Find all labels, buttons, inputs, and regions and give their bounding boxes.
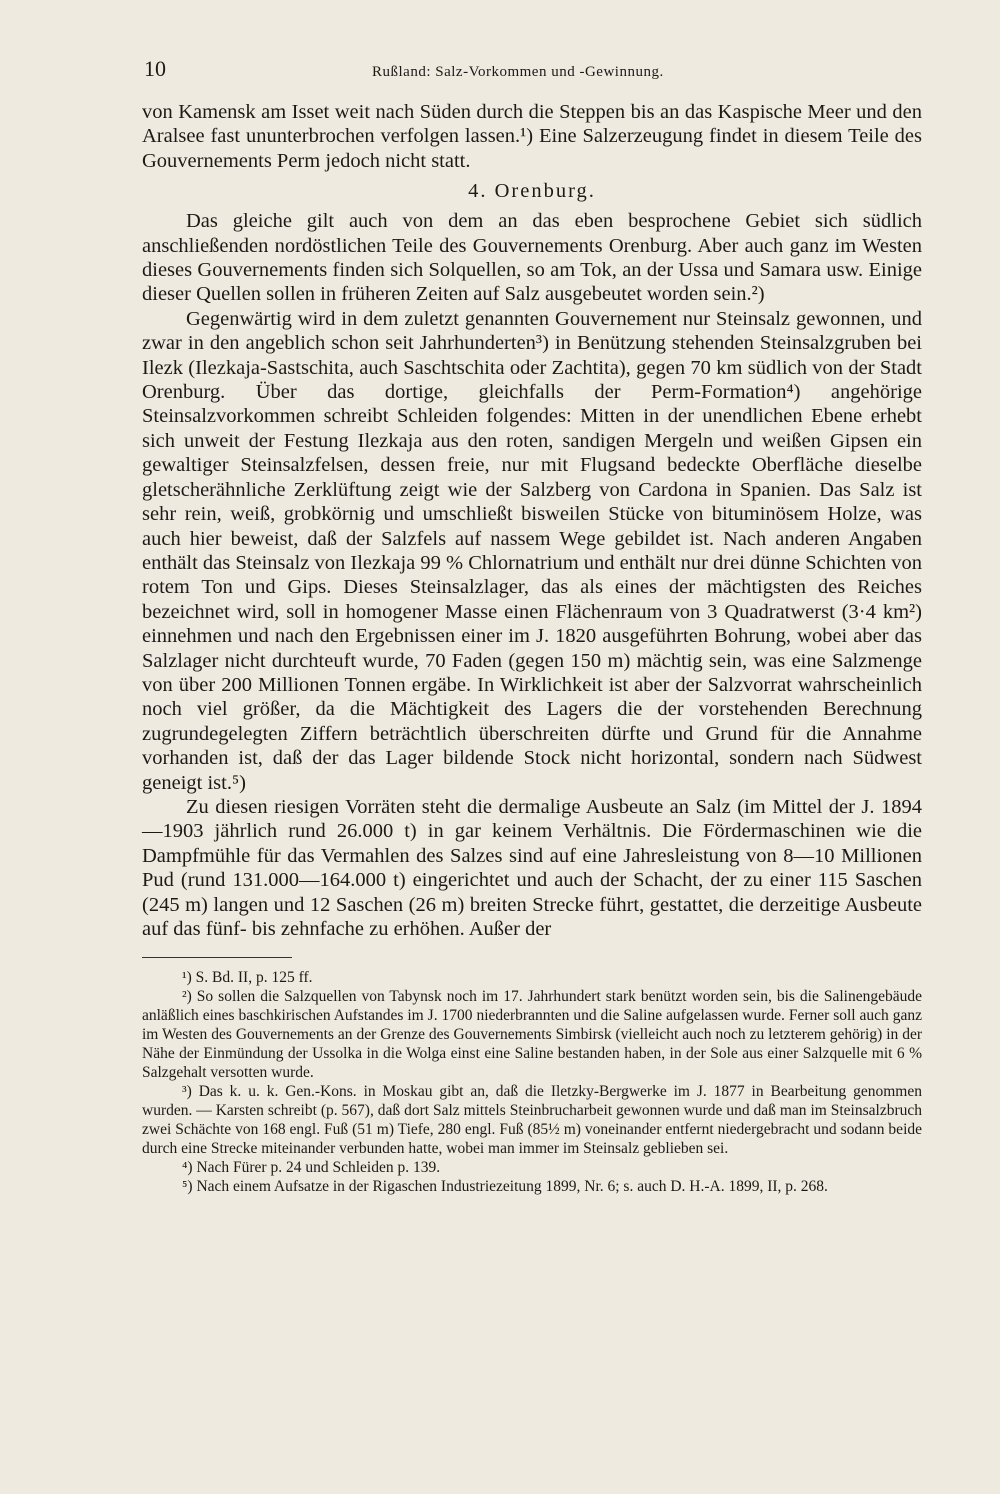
footnote-4: ⁴) Nach Fürer p. 24 und Schleiden p. 139.	[182, 1159, 441, 1177]
footnote-3: ³) Das k. u. k. Gen.-Kons. in Moskau gibt an, daß die Iletzky-Bergwerke im J. 1877 in Bearbeitung genommen wurden. — Karsten schreibt (p. 567), daß dort Salz mittels Steinbrucharbeit gewonnen wurde und daß man im Steinsalzbruch zwei Schächte von 168 engl. Fuß (51 m) Tiefe, 280 engl. Fuß (85½ m) voneinander entfernt niedergebracht und sodann beide durch eine Strecke miteinander verbunden hatte, wobei man immer im Steinsalz geblieben sei.	[142, 1083, 922, 1158]
paragraph-4: Zu diesen riesigen Vorräten steht die dermalige Ausbeute an Salz (im Mittel der J. 1894—1903 jährlich rund 26.000 t) in gar keinem Verhältnis. Die Fördermaschinen wie die Dampfmühle für das Vermahlen des Salzes sind auf eine Jahresleistung von 8—10 Millionen Pud (rund 131.000—164.000 t) eingerichtet und auch der Schacht, der zu einer 115 Saschen (245 m) langen und 12 Saschen (26 m) breiten Strecke führt, gestattet, die derzeitige Ausbeute auf das fünf- bis zehnfache zu erhöhen. Außer der	[142, 795, 922, 940]
footnote-divider	[142, 957, 292, 958]
page-number: 10	[144, 56, 166, 81]
footnote-2: ²) So sollen die Salzquellen von Tabynsk noch im 17. Jahrhundert stark benützt worden sein, bis die Salinengebäude anläßlich eines baschkirischen Aufstandes im J. 1700 niederbrannten und die Saline aufgelassen wurde. Ferner soll auch ganz im Westen des Gouvernements an der Grenze des Gouvernements Simbirsk (vielleicht auch noch zu letzterem gehörig) in der Nähe der Einmündung der Ussolka in die Wolga einst eine Saline bestanden haben, in der Sole aus einer Salzquelle mit 6 % Salzgehalt versotten wurde.	[142, 988, 922, 1082]
footnote-1: ¹) S. Bd. II, p. 125 ff.	[182, 969, 313, 987]
footnotes	[142, 968, 922, 1196]
main-text	[142, 100, 922, 1196]
section-heading: 4. Orenburg.	[468, 180, 596, 203]
footnote-5: ⁵) Nach einem Aufsatze in der Rigaschen Industriezeitung 1899, Nr. 6; s. auch D. H.-A. 1899, II, p. 268.	[182, 1178, 828, 1196]
page-header	[144, 56, 914, 86]
paragraph-3: Gegenwärtig wird in dem zuletzt genannten Gouvernement nur Steinsalz gewonnen, und zwar in den angeblich schon seit Jahrhunderten³) in Benützung stehenden Steinsalzgruben bei Ilezk (Ilezkaja-Sastschita, auch Saschtschita oder Zachtita), gegen 70 km südlich von der Stadt Orenburg. Über das dortige, gleichfalls der Perm-Formation⁴) angehörige Steinsalzvorkommen schreibt Schleiden folgendes: Mitten in der unendlichen Ebene erhebt sich unweit der Festung Ilezkaja aus den roten, sandigen Mergeln und weißen Gipsen ein gewaltiger Steinsalzfelsen, dessen freie, nur mit Flugsand bedeckte Oberfläche dieselbe gletscherähnliche Zerklüftung zeigt wie der Salzberg von Cardona in Spanien. Das Salz ist sehr rein, weiß, grobkörnig und umschließt bisweilen Stücke von bituminösem Holze, was auch hier beweist, daß der Salzfels auf nassem Wege gebildet ist. Nach anderen Angaben enthält das Steinsalz von Ilezkaja 99 % Chlornatrium und enthält nur drei dünne Schichten von rotem Ton und Gips. Dieses Steinsalzlager, das als eines der mächtigsten des Reiches bezeichnet wird, soll in homogener Masse einen Flächenraum von 3 Quadratwerst (3·4 km²) einnehmen und nach den Ergebnissen einer im J. 1820 ausgeführten Bohrung, wobei aber das Salzlager nicht durchteuft wurde, 70 Faden (gegen 150 m) mächtig sein, was eine Salzmenge von über 200 Millionen Tonnen ergäbe. In Wirklichkeit ist aber der Salzvorrat wahrscheinlich noch viel größer, da die Mächtigkeit des Lagers die der vorstehenden Berechnung zugrundegelegten Ziffern beträchtlich überschreiten dürfte und Grund für die Annahme vorhanden ist, daß der das Lager bildende Stock nicht horizontal, sondern nach Südwest geneigt ist.⁵)	[142, 307, 922, 794]
running-title: Rußland: Salz-Vorkommen und -Gewinnung.	[372, 64, 664, 80]
paragraph-2: Das gleiche gilt auch von dem an das eben besprochene Gebiet sich südlich anschließenden nordöstlichen Teile des Gouvernements Orenburg. Aber auch ganz im Westen dieses Gouvernements finden sich Solquellen, so am Tok, an der Ussa und Samara usw. Einige dieser Quellen sollen in früheren Zeiten auf Salz ausgebeutet worden sein.²)	[142, 210, 922, 306]
paragraph-1: von Kamensk am Isset weit nach Süden durch die Steppen bis an das Kaspische Meer und den Aralsee fast ununterbrochen verfolgen lassen.¹) Eine Salzerzeugung findet in diesem Teile des Gouvernements Perm jedoch nicht statt.	[142, 101, 922, 172]
